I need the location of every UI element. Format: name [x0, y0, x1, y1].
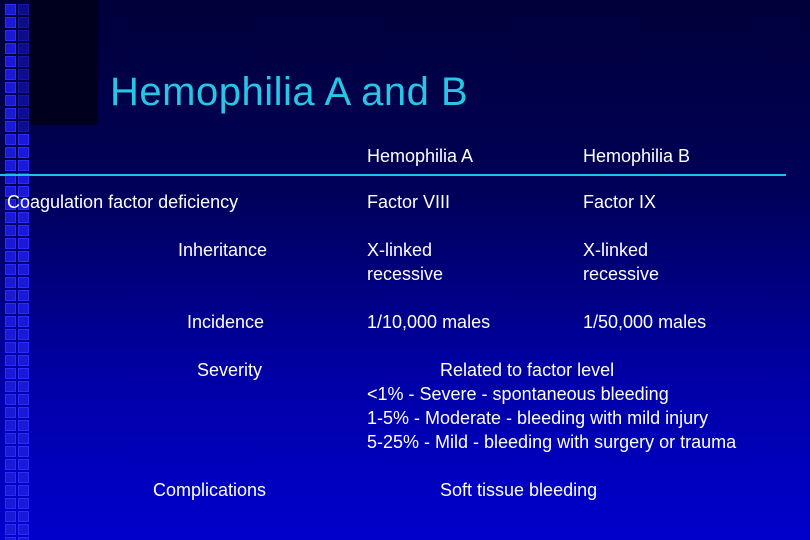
decorative-square — [18, 108, 29, 119]
decorative-square — [18, 277, 29, 288]
decorative-square — [5, 56, 16, 67]
decorative-square — [18, 56, 29, 67]
row-label-complications: Complications — [152, 480, 266, 500]
decorative-square — [5, 160, 16, 171]
decorative-square — [5, 381, 16, 392]
decorative-square — [18, 433, 29, 444]
decorative-square — [18, 407, 29, 418]
decorative-square — [18, 498, 29, 509]
column-header-hemophilia-a: Hemophilia A — [367, 146, 474, 166]
cell-factor-b: Factor IX — [583, 192, 657, 212]
cell-incidence-b: 1/50,000 males — [583, 312, 707, 332]
cell-inheritance-b-line2: recessive — [583, 264, 660, 284]
decorative-square — [5, 355, 16, 366]
decorative-square — [18, 316, 29, 327]
decorative-square — [18, 4, 29, 15]
decorative-square — [5, 316, 16, 327]
decorative-square — [18, 160, 29, 171]
cell-inheritance-a-line1: X-linked — [367, 240, 433, 260]
decorative-square — [18, 511, 29, 522]
decorative-square — [18, 329, 29, 340]
severity-line-2: <1% - Severe - spontaneous bleeding — [367, 384, 669, 404]
decorative-square — [18, 342, 29, 353]
row-label-severity: Severity — [196, 360, 262, 380]
decorative-square — [5, 368, 16, 379]
cell-incidence-a: 1/10,000 males — [367, 312, 491, 332]
decorative-square — [5, 485, 16, 496]
decorative-square — [18, 264, 29, 275]
row-label-coagulation-factor-deficiency: Coagulation factor deficiency — [7, 192, 239, 212]
decorative-square — [5, 251, 16, 262]
decorative-square — [5, 433, 16, 444]
decorative-square — [18, 290, 29, 301]
decorative-dark-panel — [30, 0, 98, 125]
decorative-square — [5, 225, 16, 236]
cell-factor-a: Factor VIII — [367, 192, 451, 212]
decorative-square — [18, 303, 29, 314]
decorative-squares — [0, 0, 32, 540]
decorative-square — [5, 407, 16, 418]
decorative-square — [5, 498, 16, 509]
decorative-square — [5, 264, 16, 275]
severity-line-1: Related to factor level — [440, 360, 615, 380]
decorative-square — [5, 290, 16, 301]
decorative-square — [5, 303, 16, 314]
decorative-square — [5, 394, 16, 405]
decorative-square — [18, 420, 29, 431]
decorative-square — [5, 17, 16, 28]
decorative-square — [5, 147, 16, 158]
decorative-square — [18, 472, 29, 483]
decorative-square — [18, 95, 29, 106]
header-divider — [0, 174, 786, 176]
decorative-square — [5, 69, 16, 80]
decorative-square — [5, 420, 16, 431]
decorative-square — [18, 134, 29, 145]
decorative-square — [18, 446, 29, 457]
decorative-square — [18, 43, 29, 54]
decorative-square — [18, 524, 29, 535]
decorative-square — [5, 511, 16, 522]
decorative-square — [18, 251, 29, 262]
decorative-square — [18, 69, 29, 80]
decorative-square — [18, 394, 29, 405]
decorative-square — [5, 95, 16, 106]
severity-line-3: 1-5% - Moderate - bleeding with mild injury — [367, 408, 709, 428]
decorative-square — [5, 446, 16, 457]
decorative-square — [5, 238, 16, 249]
decorative-square — [18, 82, 29, 93]
decorative-square — [5, 329, 16, 340]
row-label-incidence: Incidence — [186, 312, 264, 332]
cell-complications: Soft tissue bleeding — [440, 480, 598, 500]
decorative-square — [5, 524, 16, 535]
severity-line-4: 5-25% - Mild - bleeding with surgery or trauma — [367, 432, 737, 452]
decorative-square — [5, 121, 16, 132]
column-header-hemophilia-b: Hemophilia B — [583, 146, 691, 166]
decorative-square — [5, 472, 16, 483]
decorative-square — [18, 17, 29, 28]
decorative-square — [5, 108, 16, 119]
slide-title: Hemophilia A and B — [110, 70, 469, 114]
decorative-square — [5, 277, 16, 288]
decorative-square — [5, 342, 16, 353]
decorative-square — [5, 43, 16, 54]
decorative-square — [5, 4, 16, 15]
decorative-square — [18, 459, 29, 470]
decorative-square — [5, 134, 16, 145]
decorative-square — [5, 82, 16, 93]
decorative-square — [18, 30, 29, 41]
decorative-square — [18, 147, 29, 158]
decorative-square — [5, 30, 16, 41]
decorative-square — [18, 225, 29, 236]
decorative-square — [18, 355, 29, 366]
decorative-square — [18, 121, 29, 132]
decorative-square — [5, 459, 16, 470]
cell-inheritance-a-line2: recessive — [367, 264, 444, 284]
decorative-square — [18, 238, 29, 249]
decorative-square — [18, 381, 29, 392]
row-label-inheritance: Inheritance — [177, 240, 267, 260]
decorative-square — [18, 368, 29, 379]
cell-inheritance-b-line1: X-linked — [583, 240, 649, 260]
decorative-square — [18, 485, 29, 496]
